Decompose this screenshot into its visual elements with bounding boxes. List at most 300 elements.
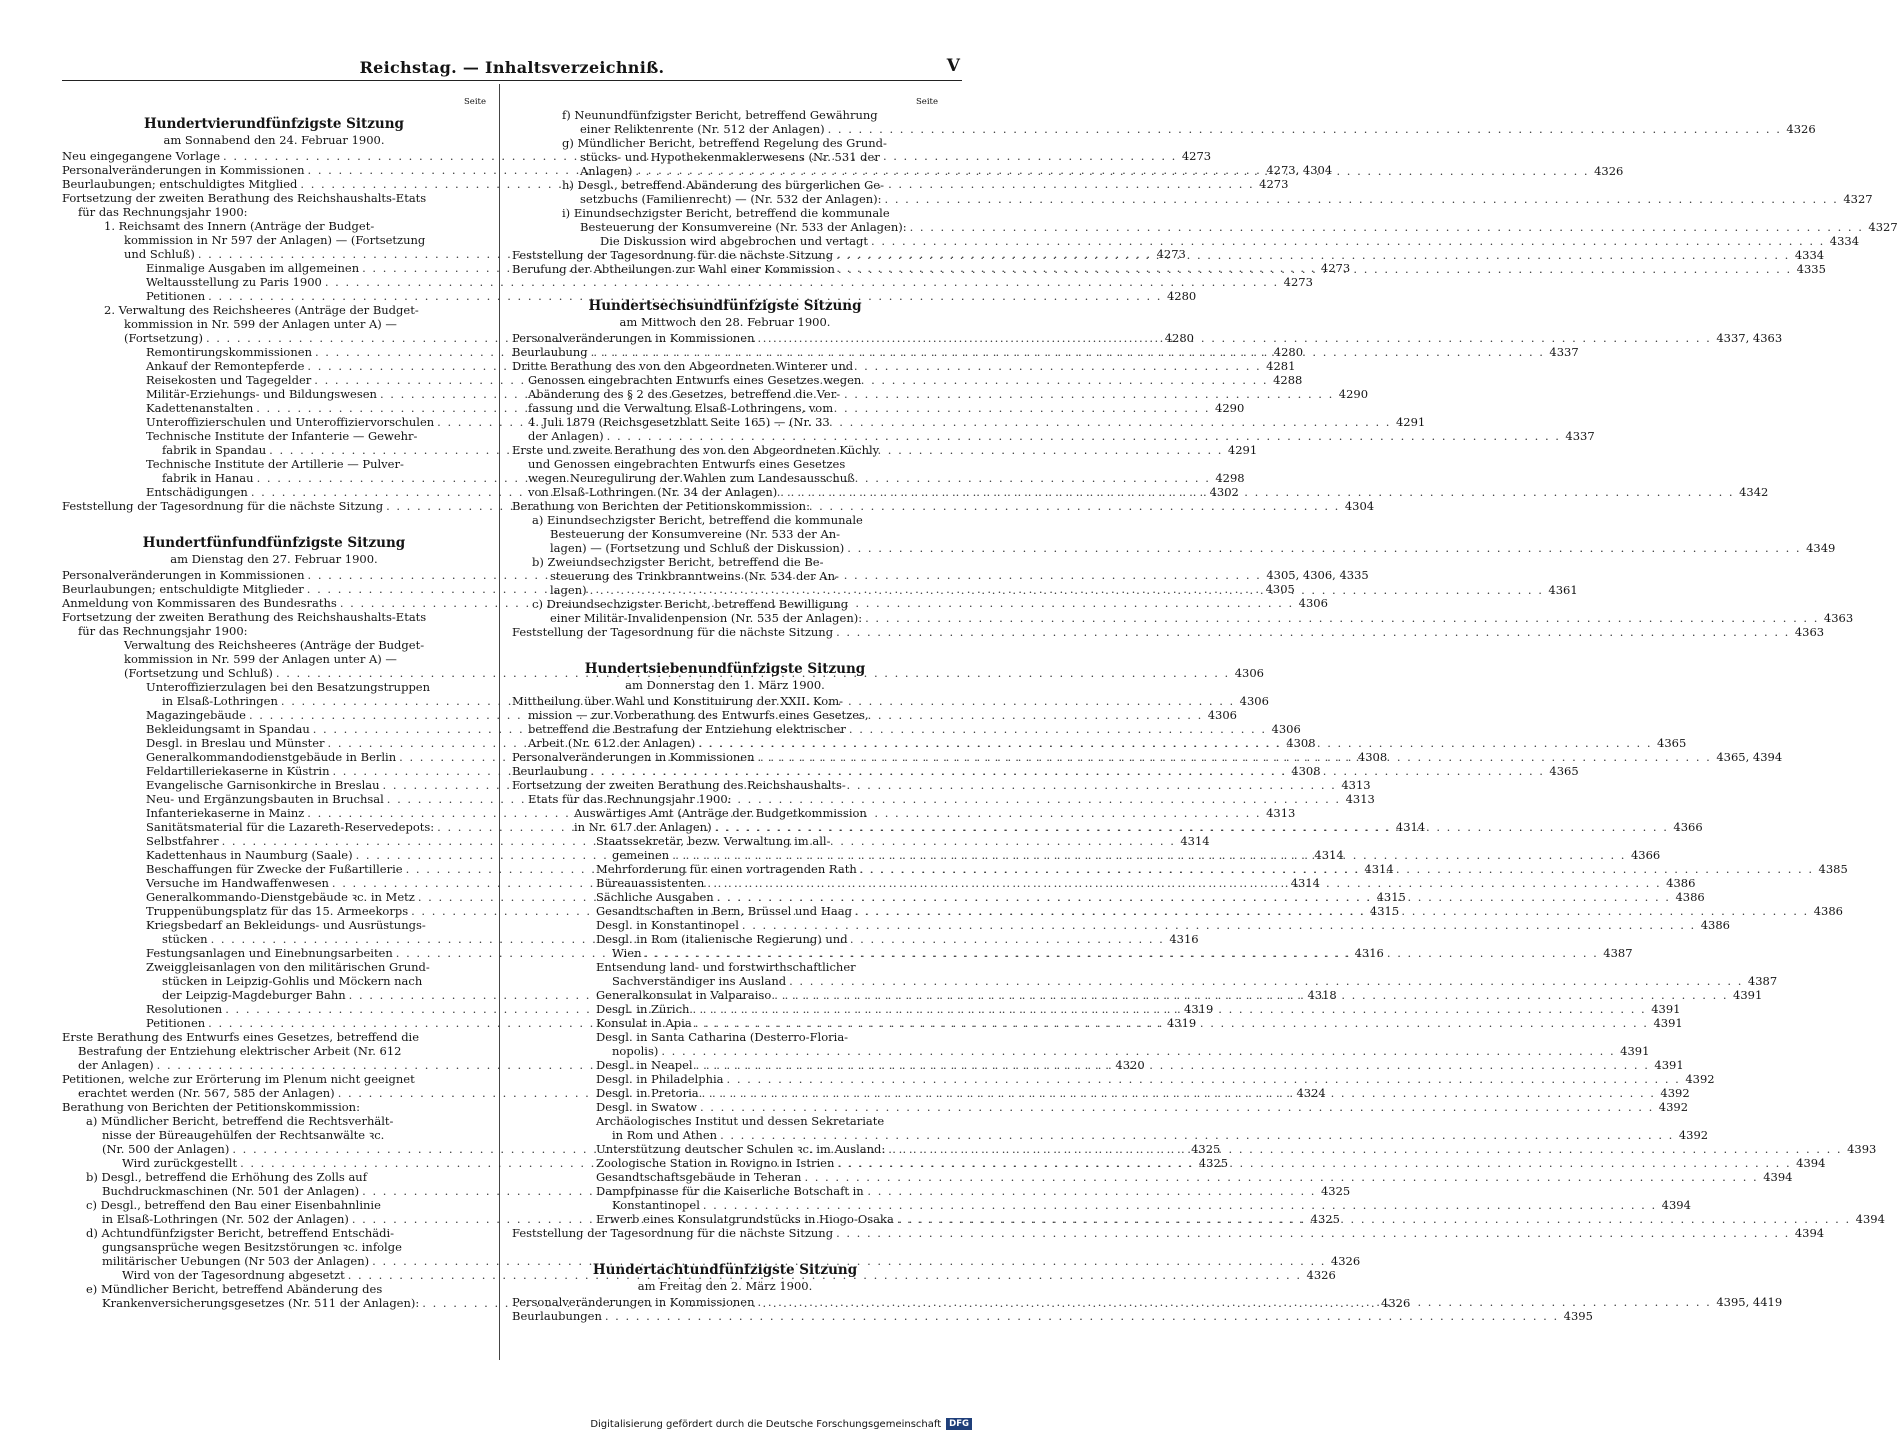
toc-entry bbox=[62, 219, 486, 233]
entry-text: Entsendung land- und forstwirthschaftlicher bbox=[596, 960, 856, 974]
entry-text: Sächliche Ausgaben bbox=[596, 890, 714, 904]
toc-entry bbox=[62, 191, 486, 205]
dot-leader bbox=[882, 192, 1842, 206]
entry-text: in Elsaß-Lothringen bbox=[162, 694, 278, 708]
section-spacer bbox=[512, 276, 938, 290]
entry-text: Konstantinopel bbox=[612, 1198, 700, 1212]
entry-text: Petitionen bbox=[146, 289, 206, 303]
entry-text: Etats für das Rechnungsjahr 1900: bbox=[528, 792, 732, 806]
page-reference: 4314 bbox=[1180, 834, 1210, 848]
toc-entry bbox=[512, 401, 938, 415]
entry-text: b) Desgl., betreffend die Erhöhung des Zolls auf bbox=[86, 1170, 367, 1184]
toc-entry bbox=[62, 275, 1313, 289]
dot-leader bbox=[724, 1072, 1684, 1086]
entry-text: lagen) — (Fortsetzung und Schluß der Diskussion) bbox=[550, 541, 845, 555]
toc-entry bbox=[62, 624, 486, 638]
toc-entry bbox=[512, 1198, 1691, 1212]
entry-text: Personalveränderungen in Kommissionen bbox=[62, 568, 305, 582]
dot-leader bbox=[693, 1058, 1653, 1072]
entry-text: stücken in Leipzig-Gohlis und Möckern nach bbox=[162, 974, 423, 988]
entry-text: Feststellung der Tagesordnung für die nächste Sitzung bbox=[512, 1226, 834, 1240]
session-date: am Mittwoch den 28. Februar 1900. bbox=[619, 315, 831, 329]
page-reference: 4326 bbox=[1786, 122, 1816, 136]
page-reference: 4280 bbox=[1273, 345, 1304, 359]
entry-text: Mehrforderung für einen vortragenden Rath bbox=[596, 862, 857, 876]
page-header bbox=[62, 54, 962, 81]
entry-text: Feldartilleriekaserne in Küstrin bbox=[146, 764, 330, 778]
toc-entry bbox=[62, 1072, 486, 1086]
toc-entry bbox=[512, 778, 938, 792]
dot-leader bbox=[632, 164, 1592, 178]
entry-text: Beurlaubung bbox=[512, 764, 588, 778]
entry-text: Wird von der Tagesordnung abgesetzt bbox=[122, 1268, 345, 1282]
toc-entry bbox=[62, 960, 486, 974]
session-title: Hundertvierundfünfzigste Sitzung bbox=[144, 116, 404, 132]
page-reference: 4325 bbox=[1198, 1156, 1229, 1170]
entry-text: für das Rechnungsjahr 1900: bbox=[78, 624, 248, 638]
toc-entry bbox=[512, 792, 938, 806]
entry-text: Die Diskussion wird abgebrochen und vertagt bbox=[600, 234, 869, 248]
entry-text: mission — zur Vorberathung des Entwurfs eines Gesetzes, bbox=[528, 708, 869, 722]
entry-text: Feststellung der Tagesordnung für die nächste Sitzung bbox=[512, 248, 834, 262]
page-reference: 4365 bbox=[1657, 736, 1687, 750]
entry-text: Abänderung des § 2 des Gesetzes, betreffend die Ver- bbox=[528, 387, 841, 401]
entry-text: Petitionen, welche zur Erörterung im Plenum nicht geeignet bbox=[62, 1072, 415, 1086]
entry-text: Desgl. in Pretoria bbox=[596, 1086, 699, 1100]
page-reference: 4291 bbox=[1395, 415, 1426, 429]
dot-leader bbox=[697, 1100, 1657, 1114]
toc-entry bbox=[62, 303, 486, 317]
dot-leader bbox=[658, 1044, 1618, 1058]
dot-leader bbox=[739, 918, 1699, 932]
toc-entry bbox=[512, 150, 938, 164]
entry-text: in Nr. 617 der Anlagen) bbox=[574, 820, 712, 834]
entry-text: Sanitätsmaterial für die Lazareth-Reservedepots: bbox=[146, 820, 435, 834]
entry-text: Bestrafung der Entziehung elektrischer Arbeit (Nr. 612 bbox=[78, 1044, 402, 1058]
entry-text: Festungsanlagen und Einebnungsarbeiten bbox=[146, 946, 393, 960]
toc-entry bbox=[62, 1128, 486, 1142]
entry-text: Zoologische Station in Rovigno in Istrien bbox=[596, 1156, 835, 1170]
entry-text: Beurlaubungen; entschuldigte Mitglieder bbox=[62, 582, 304, 596]
dot-leader bbox=[857, 862, 1817, 876]
entry-text: Reisekosten und Tagegelder bbox=[146, 373, 312, 387]
entry-text: Einmalige Ausgaben im allgemeinen bbox=[146, 261, 360, 275]
page-reference: 4334 bbox=[1829, 234, 1860, 248]
page-reference: 4308 bbox=[1357, 750, 1388, 764]
dot-leader bbox=[868, 234, 1828, 248]
dot-leader bbox=[642, 946, 1602, 960]
toc-entry bbox=[62, 429, 486, 443]
page-reference: 4394 bbox=[1855, 1212, 1885, 1226]
entry-text: lagen) bbox=[550, 583, 587, 597]
page-reference: 4394 bbox=[1763, 1170, 1793, 1184]
entry-text: Entschädigungen bbox=[146, 485, 248, 499]
page-reference: 4334 bbox=[1794, 248, 1825, 262]
page-reference: 4335 bbox=[1796, 262, 1826, 276]
entry-text: Feststellung der Tagesordnung für die nächste Sitzung bbox=[62, 499, 384, 513]
dot-leader bbox=[907, 220, 1867, 234]
dot-leader bbox=[755, 750, 1715, 764]
entry-text: (Fortsetzung) bbox=[124, 331, 203, 345]
entry-text: gemeinen bbox=[612, 848, 670, 862]
dot-leader bbox=[801, 1170, 1761, 1184]
entry-text: Kadettenanstalten bbox=[146, 401, 254, 415]
entry-text: fabrik in Hanau bbox=[162, 471, 254, 485]
entry-text: Arbeit (Nr. 612 der Anlagen) bbox=[528, 736, 696, 750]
entry-text: Neu- und Ergänzungsbauten in Bruchsal bbox=[146, 792, 384, 806]
page-reference: 4392 bbox=[1660, 1086, 1690, 1100]
page-reference: 4325 bbox=[1320, 1184, 1351, 1198]
entry-text: Verwaltung des Reichsheeres (Anträge der Budget- bbox=[124, 638, 425, 652]
entry-text: gungsansprüche wegen Besitzstörungen ꝛc. infolge bbox=[102, 1240, 402, 1254]
page-reference: 4306 bbox=[1298, 596, 1328, 610]
page-reference: 4342 bbox=[1739, 485, 1769, 499]
entry-text: betreffend die Bestrafung der Entziehung elektrischer bbox=[528, 722, 846, 736]
entry-text: f) Neunundfünfzigster Bericht, betreffend Gewährung bbox=[562, 108, 878, 122]
toc-entry bbox=[512, 1170, 1793, 1184]
entry-text: Berufung der Abtheilungen zur Wahl einer Kommission bbox=[512, 262, 835, 276]
toc-entry bbox=[512, 1100, 1689, 1114]
dot-leader bbox=[835, 262, 1795, 276]
page-reference: 4319 bbox=[1166, 1016, 1197, 1030]
entry-text: nopolis) bbox=[612, 1044, 659, 1058]
page-reference: 4391 bbox=[1654, 1058, 1684, 1072]
entry-text: Petitionen bbox=[146, 1016, 206, 1030]
page-reference: 4314 bbox=[1290, 876, 1320, 890]
toc-entry bbox=[512, 527, 938, 541]
toc-entry bbox=[62, 289, 1197, 303]
page-reference: 4326 bbox=[1381, 1296, 1411, 1310]
entry-text: Archäologisches Institut und dessen Sekretariate bbox=[596, 1114, 885, 1128]
toc-entry bbox=[512, 513, 938, 527]
page-reference: 4315 bbox=[1376, 890, 1406, 904]
page-reference: 4392 bbox=[1685, 1072, 1715, 1086]
toc-entry bbox=[512, 359, 938, 373]
entry-text: Magazingebäude bbox=[146, 708, 246, 722]
seite-label: Seite bbox=[915, 97, 938, 107]
toc-entry bbox=[512, 918, 1730, 932]
dot-leader bbox=[587, 583, 1547, 597]
section-spacer bbox=[62, 513, 486, 527]
toc-entry bbox=[62, 1226, 486, 1240]
page-reference: 4298 bbox=[1215, 471, 1245, 485]
toc-entry bbox=[62, 457, 486, 471]
toc-entry bbox=[512, 136, 938, 150]
toc-entry bbox=[62, 1170, 486, 1184]
toc-entry bbox=[512, 960, 938, 974]
toc-entry bbox=[512, 611, 1854, 625]
toc-entry bbox=[512, 806, 938, 820]
entry-text: Wird zurückgestellt bbox=[122, 1156, 238, 1170]
page-reference: 4392 bbox=[1658, 1100, 1689, 1114]
dot-leader bbox=[852, 904, 1812, 918]
entry-text: wegen Neuregulirung der Wahlen zum Landesausschuß bbox=[528, 471, 855, 485]
page-number: V bbox=[946, 56, 960, 76]
page-reference: 4306 bbox=[1271, 722, 1301, 736]
entry-text: nisse der Büreaugehülfen der Rechtsanwälte ꝛc. bbox=[102, 1128, 385, 1142]
page-reference: 4318 bbox=[1307, 988, 1337, 1002]
page-reference: 4273 bbox=[1156, 247, 1186, 261]
dot-leader bbox=[604, 429, 1564, 443]
page-reference: 4325 bbox=[1310, 1212, 1340, 1226]
page-reference: 4324 bbox=[1296, 1086, 1326, 1100]
page-reference: 4361 bbox=[1548, 583, 1578, 597]
entry-text: stücks- und Hypothekenmaklerwesens (Nr. 531 der bbox=[580, 150, 880, 164]
entry-text: Desgl. in Swatow bbox=[596, 1100, 697, 1114]
toc-entry bbox=[62, 1030, 486, 1044]
page-reference: 4306 bbox=[1239, 694, 1269, 708]
toc-entry bbox=[512, 708, 938, 722]
entry-text: Evangelische Garnisonkirche in Breslau bbox=[146, 778, 380, 792]
entry-text: kommission in Nr 597 der Anlagen) — (Fortsetzung bbox=[124, 233, 426, 247]
toc-entry bbox=[62, 1240, 486, 1254]
page-reference: 4363 bbox=[1794, 625, 1825, 639]
entry-text: Fortsetzung der zweiten Berathung des Reichshaushalts-Etats bbox=[62, 610, 427, 624]
page-reference: 4319 bbox=[1184, 1002, 1214, 1016]
page-reference: 4349 bbox=[1806, 541, 1836, 555]
toc-entry bbox=[512, 220, 1898, 234]
toc-entry bbox=[512, 974, 1778, 988]
page-reference: 4391 bbox=[1653, 1016, 1683, 1030]
entry-text: einer Reliktenrente (Nr. 512 der Anlagen) bbox=[580, 122, 825, 136]
entry-text: Unteroffizierschulen und Unteroffiziervorschulen bbox=[146, 415, 435, 429]
dot-leader bbox=[833, 625, 1793, 639]
page-reference: 4305, 4306, 4335 bbox=[1266, 568, 1369, 582]
page-reference: 4392 bbox=[1678, 1128, 1709, 1142]
page-reference: 4304 bbox=[1344, 499, 1375, 513]
page-reference: 4386 bbox=[1666, 876, 1696, 890]
dot-leader bbox=[825, 122, 1785, 136]
page-reference: 4314 bbox=[1314, 848, 1344, 862]
session-date: am Freitag den 2. März 1900. bbox=[637, 1279, 813, 1293]
entry-text: Generalkommando-Dienstgebäude ꝛc. in Metz bbox=[146, 890, 415, 904]
toc-entry bbox=[62, 638, 486, 652]
page-reference: 4363 bbox=[1823, 611, 1854, 625]
entry-text: Dampfpinasse für die Kaiserliche Botschaft in bbox=[596, 1184, 864, 1198]
toc-entry bbox=[512, 1226, 1825, 1240]
page-reference: 4327 bbox=[1868, 220, 1898, 234]
page-reference: 4306 bbox=[1207, 708, 1238, 722]
dot-leader bbox=[588, 345, 1548, 359]
entry-text: e) Mündlicher Bericht, betreffend Abänderung des bbox=[86, 1282, 383, 1296]
dot-leader bbox=[786, 974, 1746, 988]
toc-entry bbox=[512, 694, 938, 708]
page-reference: 4365, 4394 bbox=[1716, 750, 1783, 764]
page-reference: 4273, 4304 bbox=[1266, 163, 1333, 177]
entry-text: Unterstützung deutscher Schulen ꝛc. im Ausland: bbox=[596, 1142, 886, 1156]
page-reference: 4288 bbox=[1273, 373, 1303, 387]
toc-entry bbox=[512, 122, 1816, 136]
session-date: am Donnerstag den 1. März 1900. bbox=[625, 678, 825, 692]
session-title: Hundertsiebenundfünfzigste Sitzung bbox=[584, 661, 866, 677]
entry-text: Mittheilung über Wahl und Konstituirung der XXII. Kom- bbox=[512, 694, 844, 708]
session-title: Hundertsechsundfünfzigste Sitzung bbox=[588, 298, 862, 314]
entry-text: g) Mündlicher Bericht, betreffend Regelung des Grund- bbox=[562, 136, 887, 150]
entry-text: Besteuerung der Konsumvereine (Nr. 533 der An- bbox=[550, 527, 841, 541]
toc-entry bbox=[62, 1254, 1361, 1268]
page-reference: 4316 bbox=[1169, 932, 1199, 946]
page-reference: 4337, 4363 bbox=[1716, 331, 1783, 345]
page-reference: 4391 bbox=[1651, 1002, 1681, 1016]
entry-text: Konsulat in Apia bbox=[596, 1016, 692, 1030]
page-reference: 4290 bbox=[1338, 387, 1369, 401]
page-reference: 4320 bbox=[1115, 1058, 1145, 1072]
page-reference: 4308 bbox=[1286, 736, 1316, 750]
session-date: am Sonnabend den 24. Februar 1900. bbox=[163, 133, 385, 147]
page-reference: 4313 bbox=[1341, 778, 1371, 792]
entry-text: Weltausstellung zu Paris 1900 bbox=[146, 275, 322, 289]
toc-entry bbox=[512, 457, 938, 471]
page-reference: 4326 bbox=[1330, 1254, 1361, 1268]
entry-text: h) Desgl., betreffend Abänderung des bürgerlichen Ge- bbox=[562, 178, 884, 192]
dot-leader bbox=[862, 611, 1822, 625]
entry-text: Bekleidungsamt in Spandau bbox=[146, 722, 310, 736]
entry-text: der Leipzig-Magdeburger Bahn bbox=[162, 988, 346, 1002]
page-reference: 4395, 4419 bbox=[1716, 1295, 1783, 1309]
dot-leader bbox=[700, 1198, 1660, 1212]
page-reference: 4387 bbox=[1747, 974, 1778, 988]
entry-text: Technische Institute der Artillerie — Pulver- bbox=[146, 457, 404, 471]
entry-text: kommission in Nr. 599 der Anlagen unter A) — bbox=[124, 652, 397, 666]
dot-leader bbox=[777, 485, 1737, 499]
toc-entry bbox=[62, 918, 486, 932]
toc-entry bbox=[512, 499, 938, 513]
entry-text: und Schluß) bbox=[124, 247, 195, 261]
dot-leader bbox=[894, 1212, 1854, 1226]
dot-leader bbox=[844, 541, 1804, 555]
dot-leader bbox=[771, 988, 1731, 1002]
toc-entry bbox=[512, 1030, 938, 1044]
entry-text: Berathung von Berichten der Petitionskommission: bbox=[512, 499, 810, 513]
page-reference: 4394 bbox=[1794, 1226, 1825, 1240]
entry-text: Büreauassistenten bbox=[596, 876, 705, 890]
entry-text: i) Einundsechzigster Bericht, betreffend die kommunale bbox=[562, 206, 890, 220]
entry-text: Anmeldung von Kommissaren des Bundesraths bbox=[62, 596, 337, 610]
dot-leader bbox=[885, 1142, 1845, 1156]
page-reference: 4391 bbox=[1733, 988, 1763, 1002]
page-reference: 4280 bbox=[1166, 289, 1197, 303]
dot-leader bbox=[588, 764, 1548, 778]
entry-text: stücken bbox=[162, 932, 208, 946]
page-reference: 4337 bbox=[1549, 345, 1579, 359]
toc-entry bbox=[62, 233, 486, 247]
toc-entry bbox=[512, 206, 938, 220]
page-reference: 4393 bbox=[1847, 1142, 1877, 1156]
entry-text: der Anlagen) bbox=[528, 429, 604, 443]
entry-text: Besteuerung der Konsumvereine (Nr. 533 der Anlagen): bbox=[580, 220, 907, 234]
page-reference: 4391 bbox=[1620, 1044, 1650, 1058]
page-header-title: Reichstag. — Inhaltsverzeichniß. bbox=[359, 58, 665, 77]
page-reference: 4395 bbox=[1563, 1309, 1593, 1323]
entry-text: Ankauf der Remontepferde bbox=[146, 359, 305, 373]
entry-text: kommission in Nr. 599 der Anlagen unter A) — bbox=[124, 317, 397, 331]
entry-text: in Elsaß-Lothringen (Nr. 502 der Anlagen) bbox=[102, 1212, 349, 1226]
entry-text: Fortsetzung der zweiten Berathung des Reichshaushalts- bbox=[512, 778, 846, 792]
entry-text: setzbuchs (Familienrecht) — (Nr. 532 der Anlagen): bbox=[580, 192, 882, 206]
entry-text: Selbstfahrer bbox=[146, 834, 219, 848]
entry-text: Desgl. in Zürich bbox=[596, 1002, 690, 1016]
entry-text: Militär-Erziehungs- und Bildungswesen bbox=[146, 387, 377, 401]
entry-text: Beurlaubungen bbox=[512, 1309, 602, 1323]
toc-entry bbox=[512, 415, 938, 429]
entry-text: Desgl. in Konstantinopel bbox=[596, 918, 739, 932]
entry-text: Personalveränderungen in Kommissionen bbox=[512, 331, 755, 345]
page-reference: 4291 bbox=[1227, 443, 1258, 457]
entry-text: a) Einundsechzigster Bericht, betreffend die kommunale bbox=[532, 513, 863, 527]
section-spacer bbox=[512, 639, 938, 653]
page-reference: 4281 bbox=[1266, 359, 1296, 373]
entry-text: Kadettenhaus in Naumburg (Saale) bbox=[146, 848, 353, 862]
dot-leader bbox=[712, 820, 1672, 834]
page-reference: 4394 bbox=[1796, 1156, 1826, 1170]
toc-entry bbox=[512, 932, 938, 946]
entry-text: (Nr. 500 der Anlagen) bbox=[102, 1142, 230, 1156]
entry-text: militärischer Uebungen (Nr 503 der Anlagen) bbox=[102, 1254, 370, 1268]
toc-entry bbox=[512, 234, 1860, 248]
footer-credit: Digitalisierung gefördert durch die Deutsche Forschungsgemeinschaft bbox=[590, 1418, 942, 1430]
toc-entry bbox=[512, 722, 938, 736]
page-reference: 4305 bbox=[1265, 582, 1295, 596]
toc-entry bbox=[512, 1309, 1593, 1323]
toc-entry bbox=[512, 108, 938, 122]
dot-leader bbox=[833, 248, 1793, 262]
toc-entry bbox=[512, 1044, 1650, 1058]
toc-entry bbox=[62, 652, 486, 666]
toc-entry bbox=[62, 1282, 486, 1296]
toc-entry bbox=[512, 1072, 1715, 1086]
toc-entry bbox=[512, 834, 938, 848]
entry-text: c) Dreiundsechzigster Bericht, betreffend Bewilligung bbox=[532, 597, 849, 611]
toc-entry bbox=[512, 178, 938, 192]
page-reference: 4386 bbox=[1700, 918, 1730, 932]
entry-text: d) Achtundfünfzigster Bericht, betreffend Entschädi- bbox=[86, 1226, 395, 1240]
page-reference: 4316 bbox=[1354, 946, 1384, 960]
toc-entry bbox=[62, 1114, 486, 1128]
page-reference: 4313 bbox=[1345, 792, 1375, 806]
page-reference: 4302 bbox=[1209, 485, 1239, 499]
dot-leader bbox=[755, 1295, 1715, 1309]
page-reference: 4273 bbox=[1320, 261, 1351, 275]
entry-text: Desgl. in Neapel bbox=[596, 1058, 693, 1072]
dot-leader bbox=[602, 1309, 1562, 1323]
entry-text: Anlagen) bbox=[580, 164, 633, 178]
toc-entry bbox=[62, 680, 486, 694]
session-title: Hundertfünfundfünfzigste Sitzung bbox=[142, 535, 406, 551]
page-reference: 4327 bbox=[1843, 192, 1873, 206]
entry-text: (Fortsetzung und Schluß) bbox=[124, 666, 273, 680]
toc-entry bbox=[62, 205, 486, 219]
page-reference: 4326 bbox=[1594, 164, 1624, 178]
entry-text: für das Rechnungsjahr 1900: bbox=[78, 205, 248, 219]
entry-text: Resolutionen bbox=[146, 1002, 223, 1016]
entry-text: Auswärtiges Amt (Anträge der Budgetkommission bbox=[574, 806, 867, 820]
entry-text: Personalveränderungen in Kommissionen bbox=[512, 750, 755, 764]
dot-leader bbox=[755, 331, 1715, 345]
toc-entry bbox=[512, 429, 1595, 443]
page-reference: 4385 bbox=[1818, 862, 1848, 876]
toc-entry bbox=[512, 569, 938, 583]
entry-text: fabrik in Spandau bbox=[162, 443, 267, 457]
toc-entry bbox=[62, 317, 486, 331]
entry-text: Fortsetzung der zweiten Berathung des Reichshaushalts-Etats bbox=[62, 191, 427, 205]
entry-text: Wien bbox=[612, 946, 642, 960]
entry-text: steuerung des Trinkbranntweins (Nr. 534 der An- bbox=[550, 569, 839, 583]
toc-entry bbox=[512, 387, 938, 401]
entry-text: Unteroffizierzulagen bei den Besatzungstruppen bbox=[146, 680, 431, 694]
entry-text: Buchdruckmaschinen (Nr. 501 der Anlagen) bbox=[102, 1184, 360, 1198]
page-reference: 4306 bbox=[1234, 666, 1264, 680]
page-reference: 4394 bbox=[1661, 1198, 1691, 1212]
